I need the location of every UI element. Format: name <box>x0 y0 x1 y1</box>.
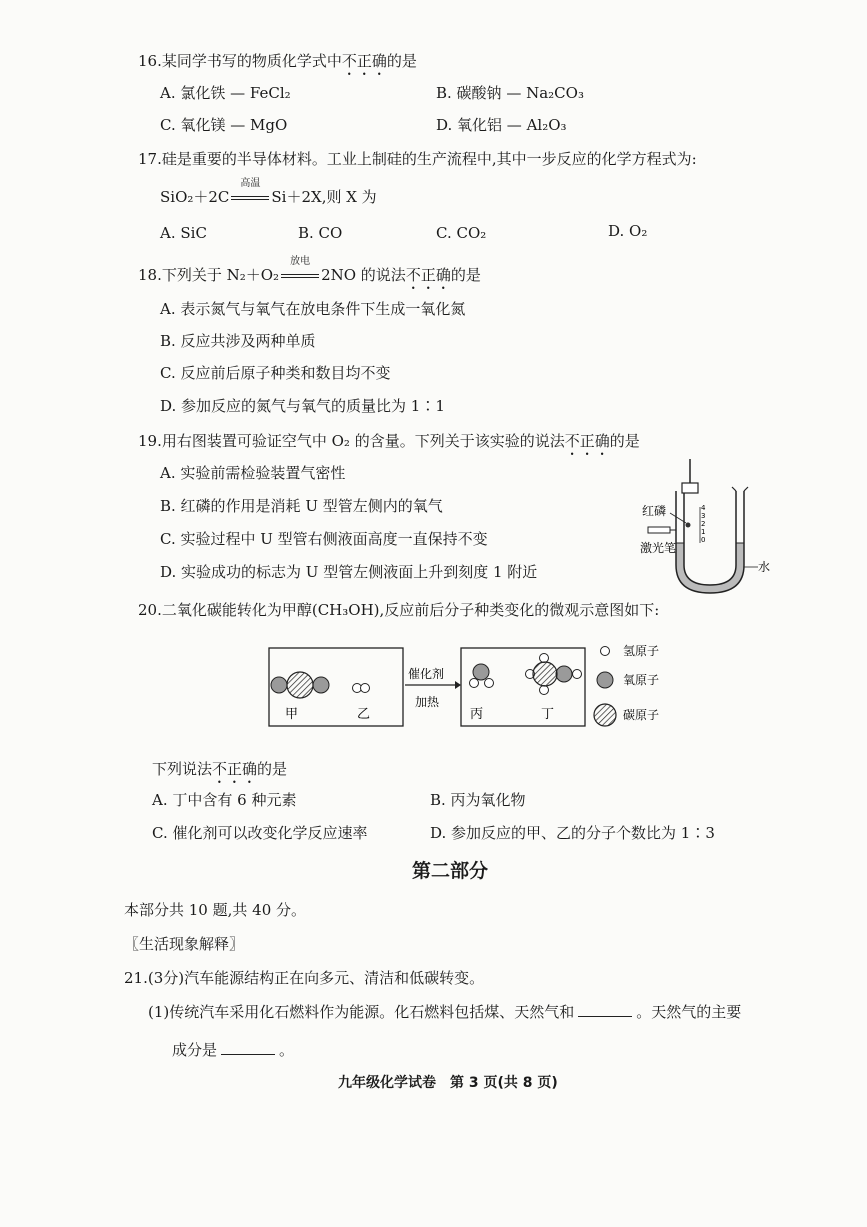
label-heat: 加热 <box>415 695 440 709</box>
label-water: 水 <box>758 560 771 574</box>
q17-option-b: B. CO <box>298 224 343 242</box>
q21-sub1: (1)传统汽车采用化石燃料作为能源。化石燃料包括煤、天然气和 。天然气的主要 <box>148 1003 742 1021</box>
q16-stem: 16.某同学书写的物质化学式中不正确的是 <box>138 52 417 70</box>
red-phosphorus-dot <box>686 523 691 528</box>
q19-option-c: C. 实验过程中 U 型管右侧液面高度一直保持不变 <box>160 530 488 548</box>
q19-option-b: B. 红磷的作用是消耗 U 型管左侧内的氧气 <box>160 497 443 515</box>
part2-intro: 本部分共 10 题,共 40 分。 <box>124 901 307 919</box>
legend-oxygen-swatch <box>597 672 613 688</box>
q17-option-c: C. CO₂ <box>436 224 487 242</box>
legend-oxygen: 氧原子 <box>623 673 660 687</box>
q20-option-b: B. 丙为氧化物 <box>430 791 526 809</box>
label-yi: 乙 <box>357 707 371 722</box>
label-catalyst: 催化剂 <box>408 667 445 681</box>
answer-blank[interactable] <box>578 1016 632 1017</box>
q20-option-a: A. 丁中含有 6 种元素 <box>152 791 297 809</box>
label-jia: 甲 <box>285 707 299 722</box>
section-heading: 〖生活现象解释〗 <box>124 935 245 953</box>
ch3oh-molecule <box>533 662 557 686</box>
q16-option-c: C. 氧化镁 — MgO <box>160 116 288 134</box>
q20-option-d: D. 参加反应的甲、乙的分子个数比为 1∶3 <box>430 824 715 842</box>
label-laser-pointer: 激光笔 <box>640 541 677 555</box>
q17-equation: SiO₂＋2C 高温 Si＋2X,则 X 为 <box>160 178 377 206</box>
q19-stem: 19.用右图装置可验证空气中 O₂ 的含量。下列关于该实验的说法不正确的是 <box>138 432 640 450</box>
h2-molecule <box>361 684 370 693</box>
reaction-arrow: 高温 <box>231 191 269 205</box>
q19-option-a: A. 实验前需检验装置气密性 <box>160 464 346 482</box>
q17-option-a: A. SiC <box>160 224 207 242</box>
q18-stem: 18.下列关于 N₂＋O₂ 放电 2NO 的说法不正确的是 <box>138 256 481 284</box>
co2-molecule <box>287 672 313 698</box>
part2-title: 第二部分 <box>412 860 489 882</box>
legend-carbon: 碳原子 <box>623 708 660 722</box>
q16-option-d: D. 氧化铝 — Al₂O₃ <box>436 116 567 134</box>
legend-hydrogen: 氢原子 <box>623 644 660 658</box>
h2o-molecule <box>473 664 489 680</box>
molecule-reaction-diagram <box>265 638 685 738</box>
scale-label: 2 <box>701 520 706 528</box>
scale-label: 0 <box>701 536 706 544</box>
q17-option-d: D. O₂ <box>608 222 648 240</box>
scale-label: 3 <box>701 512 706 520</box>
label-red-phosphorus: 红磷 <box>642 504 667 518</box>
label-ding: 丁 <box>541 707 555 722</box>
q20-sub-stem: 下列说法不正确的是 <box>152 760 288 778</box>
u-tube-apparatus-figure <box>640 455 780 595</box>
q21-sub1-cont: 成分是 。 <box>172 1041 295 1059</box>
page-footer: 九年级化学试卷 第 3 页(共 8 页) <box>338 1075 558 1091</box>
q17-stem: 17.硅是重要的半导体材料。工业上制硅的生产流程中,其中一步反应的化学方程式为: <box>138 150 697 168</box>
legend-carbon-swatch <box>594 704 616 726</box>
q21-stem: 21.(3分)汽车能源结构正在向多元、清洁和低碳转变。 <box>124 969 485 987</box>
reaction-arrow: 放电 <box>281 269 319 283</box>
q18-option-a: A. 表示氮气与氧气在放电条件下生成一氧化氮 <box>160 300 466 318</box>
q18-option-d: D. 参加反应的氮气与氧气的质量比为 1∶1 <box>160 397 445 415</box>
answer-blank[interactable] <box>221 1054 275 1055</box>
q16-option-a: A. 氯化铁 — FeCl₂ <box>160 84 291 102</box>
q20-stem: 20.二氧化碳能转化为甲醇(CH₃OH),反应前后分子种类变化的微观示意图如下: <box>138 601 660 619</box>
q18-option-b: B. 反应共涉及两种单质 <box>160 332 316 350</box>
scale-label: 1 <box>701 528 706 536</box>
q18-option-c: C. 反应前后原子种类和数目均不变 <box>160 364 391 382</box>
label-bing: 丙 <box>470 707 484 722</box>
scale-label: 4 <box>701 504 706 512</box>
q20-option-c: C. 催化剂可以改变化学反应速率 <box>152 824 368 842</box>
legend-hydrogen-swatch <box>601 647 610 656</box>
q16-option-b: B. 碳酸钠 — Na₂CO₃ <box>436 84 584 102</box>
q19-option-d: D. 实验成功的标志为 U 型管左侧液面上升到刻度 1 附近 <box>160 563 538 581</box>
